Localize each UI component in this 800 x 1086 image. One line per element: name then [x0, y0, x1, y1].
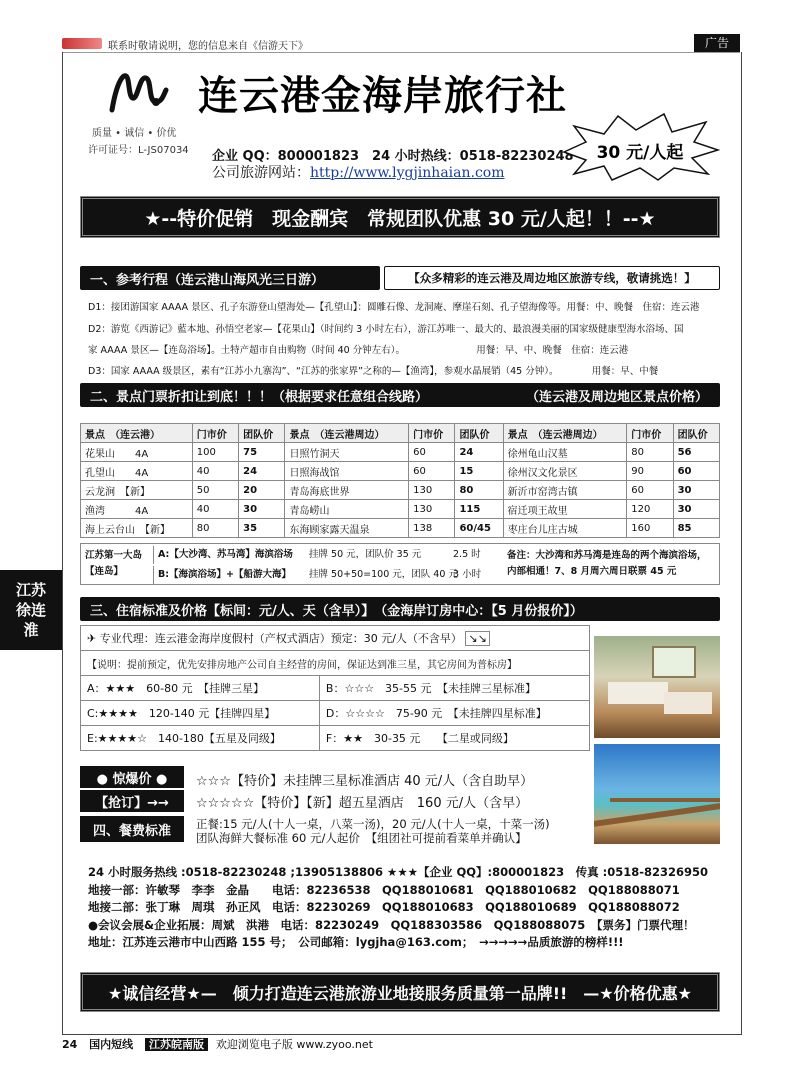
department-line: 地接一部：许敏琴 李李 金晶 电话：82236538 QQ188010681 QQ188010682 QQ188088071	[88, 882, 680, 897]
rate-cell: C:★★★★ 120-140 元【挂牌四星】	[81, 701, 320, 726]
accommodation-note: 【说明：提前预定，优先安排房地产公司自主经营的房间，保证达到准三星，其它房间为普标房】	[81, 651, 590, 676]
column-header: 景点 （连云港周边）	[503, 424, 627, 443]
table-cell: 新沂市窑湾古镇	[503, 481, 627, 500]
hotline-line: 24 小时服务热线 :0518-82230248 ;13905138806 ★★★【企业 QQ】:800001823 传真 :0518-82326950	[88, 865, 709, 879]
price-burst-text: 30 元/人起	[596, 143, 684, 163]
table-cell: 40	[192, 500, 238, 519]
table-cell: 90	[627, 462, 673, 481]
island-option-b-time: 3 小时	[453, 569, 482, 580]
window-shape	[652, 646, 696, 678]
contact-line: 企业 QQ：800001823 24 小时热线：0518-82230248	[212, 149, 574, 164]
top-notice: 联系时敬请说明，您的信息来自《信游天下》	[108, 41, 308, 52]
rate-cell: D：☆☆☆☆ 75-90 元 【未挂牌四星标准】	[319, 701, 589, 726]
table-cell: 24	[455, 443, 503, 462]
beach-photo	[594, 744, 720, 844]
agent-text: 专业代理：连云港金海岸度假村（产权式酒店）预定：30 元/人（不含早）	[99, 632, 462, 645]
plane-icon: ✈	[87, 632, 100, 645]
page-number: 24	[62, 1038, 78, 1051]
table-cell: 60	[673, 462, 719, 481]
column-header: 门市价	[627, 424, 673, 443]
table-cell: 15	[455, 462, 503, 481]
website-line	[212, 162, 505, 182]
table-row	[81, 519, 720, 538]
rate-cell: E:★★★★☆ 140-180【五星及同级】	[81, 726, 320, 751]
table-row	[81, 676, 590, 701]
table-cell: 30	[239, 500, 285, 519]
bed-shape	[664, 692, 712, 714]
table-cell: 20	[239, 481, 285, 500]
agency-title: 连云港金海岸旅行社	[198, 73, 567, 119]
table-cell: 35	[239, 519, 285, 538]
table-cell: 85	[673, 519, 719, 538]
table-row	[81, 481, 720, 500]
column-header: 团队价	[239, 424, 285, 443]
agent-cell	[81, 626, 590, 651]
itinerary-line: D1：接团游国家 AAAA 景区、孔子东游登山望海处—【孔望山】：圆雕石像、龙洞庵、摩崖石刻、孔子望海像等。用餐：中、晚餐 住宿：连云港	[88, 302, 700, 313]
agency-logo-icon	[108, 66, 170, 116]
island-option-a-price: 挂牌 50 元，团队价 35 元	[309, 549, 422, 560]
column-header: 景点 （连云港周边）	[285, 424, 409, 443]
accommodation-table	[80, 625, 590, 751]
book-now-label: 【抢订】→→	[80, 790, 184, 812]
island-note: 备注：大沙湾和苏马湾是连岛的两个海滨浴场，内部相通！7、8 月周六周日联票 45 元	[507, 550, 707, 577]
table-cell: 60	[409, 462, 455, 481]
table-row	[81, 462, 720, 481]
table-cell: 渔湾 4A	[81, 500, 193, 519]
edition-label: 江苏皖南版	[145, 1038, 208, 1051]
island-option-b-price: 挂牌 50+50=100 元，团队 40 元	[309, 569, 458, 580]
table-cell: 40	[192, 462, 238, 481]
table-cell: 东海顾家露天温泉	[285, 519, 409, 538]
railing-shape	[610, 798, 720, 802]
meal-line: 正餐:15 元/人(十人一桌，八菜一汤)，20 元/人(十人一桌，十菜一汤)	[196, 817, 550, 831]
table-cell: 花果山 4A	[81, 443, 193, 462]
table-cell: 60	[627, 481, 673, 500]
island-option-a: A:【大沙湾、苏马湾】海滨浴场	[153, 546, 308, 564]
hotel-room-photo	[594, 636, 720, 738]
region-side-tab	[0, 570, 62, 650]
page-footer	[62, 1036, 462, 1050]
table-cell: 徐州汉文化景区	[503, 462, 627, 481]
meal-line: 团队海鲜大餐标准 60 元/人起价 【组团社可提前看菜单并确认】	[196, 831, 527, 845]
table-cell: 115	[455, 500, 503, 519]
ad-label: 广告	[694, 34, 740, 52]
department-line: ●会议会展&企业拓展：周斌 洪港 电话：82230249 QQ188303586 QQ188088075 【票务】门票代理！	[88, 917, 695, 932]
table-cell: 160	[627, 519, 673, 538]
license-number: 许可证号：L-JS07034	[88, 145, 189, 156]
island-label: 江苏第一大岛【连岛】	[85, 550, 143, 577]
specials-block	[80, 766, 590, 844]
special-offer-line: ☆☆☆☆☆【特价】【新】超五星酒店 160 元/人（含早）	[196, 796, 529, 811]
column-header: 景点 （连云港）	[81, 424, 193, 443]
table-cell: 徐州龟山汉墓	[503, 443, 627, 462]
table-cell: 孔望山 4A	[81, 462, 193, 481]
island-option-b: B:【海滨浴场】+【船游大海】	[153, 566, 308, 584]
table-cell: 60/45	[455, 519, 503, 538]
table-cell: 24	[239, 462, 285, 481]
table-cell: 130	[409, 500, 455, 519]
price-burst	[560, 112, 720, 182]
browse-link[interactable]: 欢迎浏览电子版 www.zyoo.net	[215, 1038, 373, 1051]
table-row	[81, 701, 590, 726]
column-header: 团队价	[673, 424, 719, 443]
contact-block	[88, 864, 708, 952]
table-cell: 80	[455, 481, 503, 500]
table-cell: 75	[239, 443, 285, 462]
table-row	[81, 651, 590, 676]
table-cell: 青岛海底世界	[285, 481, 409, 500]
table-row	[81, 443, 720, 462]
itinerary-line: 家 AAAA 景区—【连岛浴场】。土特产超市自由购物（时间 40 分钟左右）。 用餐：早、中、晚餐 住宿：连云港	[88, 345, 629, 356]
table-header-row	[81, 424, 720, 443]
website-link[interactable]: http://www.lygjinhaian.com	[310, 165, 505, 181]
address-line: 地址：江苏连云港市中山西路 155 号； 公司邮箱：lygjha@163.com； →→→→→品质旅游的榜样!!!	[88, 935, 624, 950]
table-row	[81, 626, 590, 651]
top-bar	[62, 36, 740, 53]
table-cell: 56	[673, 443, 719, 462]
tickets-title: 二、景点门票折扣让到底！！！（根据要求任意组合线路）	[90, 389, 429, 405]
column-header: 门市价	[409, 424, 455, 443]
table-cell: 日照海战馆	[285, 462, 409, 481]
table-cell: 30	[673, 500, 719, 519]
table-cell: 50	[192, 481, 238, 500]
tickets-section-title	[80, 383, 720, 407]
rate-cell: A：★★★ 60-80 元 【挂牌三星】	[81, 676, 320, 701]
table-cell: 宿迁项王故里	[503, 500, 627, 519]
island-option-a-time: 2.5 时	[453, 549, 481, 560]
itinerary-line: D2：游览《西游记》藍本地、孙悟空老家—【花果山】（时间约 3 小时左右），游江苏唯一、最大的、最浪漫美丽的国家级健康型海水浴场、国	[88, 324, 684, 335]
accommodation-section-title: 三、住宿标准及价格【标间：元/人、天（含早）】 （金海岸订房中心：【5 月份报价】）	[80, 597, 720, 621]
bed-shape	[608, 682, 668, 704]
table-cell: 青岛崂山	[285, 500, 409, 519]
promo-banner: ★--特价促销 现金酬宾 常规团队优惠 30 元/人起！！--★	[80, 196, 720, 238]
island-subtable	[80, 543, 720, 585]
table-row	[81, 500, 720, 519]
table-cell: 100	[192, 443, 238, 462]
itinerary-section-title: 一、参考行程（连云港山海风光三日游）	[80, 266, 380, 290]
special-offer-line: ☆☆☆【特价】未挂牌三星标准酒店 40 元/人（含自助早）	[196, 774, 534, 789]
table-cell: 80	[627, 443, 673, 462]
department-line: 地接二部：张丁琳 周琪 孙正风 电话：82230269 QQ188010683 QQ188010689 QQ188088072	[88, 900, 680, 915]
table-cell: 枣庄台儿庄古城	[503, 519, 627, 538]
itinerary-tagline: 【众多精彩的连云港及周边地区旅游专线，敬请挑选！】	[384, 266, 720, 290]
ticket-price-table	[80, 423, 720, 538]
table-cell: 60	[409, 443, 455, 462]
region-label: 江苏徐连淮	[15, 581, 46, 639]
column-header: 团队价	[455, 424, 503, 443]
hot-price-label: ● 惊爆价 ●	[80, 766, 184, 788]
section-name: 国内短线	[89, 1038, 134, 1051]
table-row	[81, 726, 590, 751]
website-label: 公司旅游网站：	[212, 165, 310, 181]
arrow-icon: ↘↘	[465, 631, 489, 646]
slogan: 质量 • 诚信 • 价优	[92, 128, 177, 139]
table-cell: 80	[192, 519, 238, 538]
column-header: 门市价	[192, 424, 238, 443]
table-cell: 日照竹洞天	[285, 443, 409, 462]
table-cell: 海上云台山 【新】	[81, 519, 193, 538]
bottom-banner: ★诚信经营★— 倾力打造连云港旅游业地接服务质量第一品牌!! —★价格优惠★	[80, 972, 720, 1012]
meal-section-title: 四、餐费标准	[80, 816, 184, 842]
table-cell: 120	[627, 500, 673, 519]
rate-cell: B：☆☆☆ 35-55 元 【未挂牌三星标准】	[319, 676, 589, 701]
table-cell: 130	[409, 481, 455, 500]
magazine-logo	[62, 38, 102, 49]
table-cell: 云龙涧 【新】	[81, 481, 193, 500]
tickets-subtitle: （连云港及周边地区景点价格）	[525, 389, 708, 405]
itinerary-line: D3：国家 AAAA 级景区，素有“江苏小九寨沟”、“江苏的张家界”之称的—【渔湾】，参观水晶展销（45 分钟）。 用餐：早、中餐	[88, 366, 659, 377]
table-cell: 138	[409, 519, 455, 538]
boardwalk-shape	[594, 803, 720, 827]
table-cell: 30	[673, 481, 719, 500]
rate-cell: F：★★ 30-35 元 【二星或同级】	[319, 726, 589, 751]
